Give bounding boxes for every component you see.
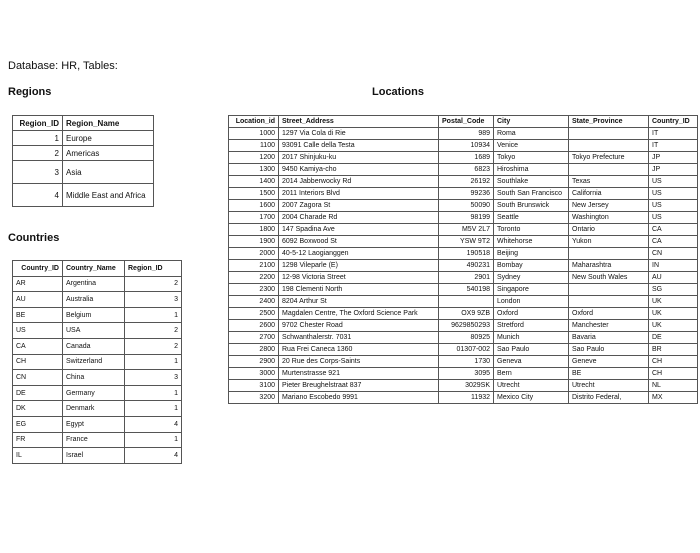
table-cell: 3095 <box>439 368 494 380</box>
table-row <box>229 368 698 380</box>
table-cell: Venice <box>494 140 569 152</box>
column-header: State_Province <box>569 116 649 128</box>
table-cell: Whitehorse <box>494 236 569 248</box>
table-cell: 3029SK <box>439 380 494 392</box>
table-cell: Beijing <box>494 248 569 260</box>
table-cell: Israel <box>63 448 125 464</box>
table-cell: 2 <box>125 338 182 354</box>
table-row <box>229 236 698 248</box>
table-cell: 198 Clementi North <box>279 284 439 296</box>
column-header: Region_ID <box>13 116 63 131</box>
table-cell: 2900 <box>229 356 279 368</box>
table-cell: 3000 <box>229 368 279 380</box>
table-cell: 190518 <box>439 248 494 260</box>
table-cell: Egypt <box>63 416 125 432</box>
table-cell: 9629850293 <box>439 320 494 332</box>
table-cell: BR <box>649 344 698 356</box>
table-row <box>13 416 182 432</box>
table-cell: 8204 Arthur St <box>279 296 439 308</box>
table-cell: Tokyo <box>494 152 569 164</box>
table-row <box>13 307 182 323</box>
table-cell: Singapore <box>494 284 569 296</box>
table-row <box>13 354 182 370</box>
table-cell: IL <box>13 448 63 464</box>
table-cell: 147 Spadina Ave <box>279 224 439 236</box>
table-cell: 2 <box>13 146 63 161</box>
table-cell: AU <box>649 272 698 284</box>
table-cell: 50090 <box>439 200 494 212</box>
table-cell <box>569 296 649 308</box>
table-cell: Bombay <box>494 260 569 272</box>
table-cell: Maharashtra <box>569 260 649 272</box>
table-cell: 1200 <box>229 152 279 164</box>
table-row <box>229 164 698 176</box>
table-row <box>229 224 698 236</box>
table-cell: UK <box>649 296 698 308</box>
column-header: Region_Name <box>63 116 154 131</box>
table-row <box>229 380 698 392</box>
table-row <box>229 128 698 140</box>
table-cell: 1730 <box>439 356 494 368</box>
table-cell: 40-5-12 Laogianggen <box>279 248 439 260</box>
table-cell: 1900 <box>229 236 279 248</box>
table-row <box>229 272 698 284</box>
table-cell: Oxford <box>569 308 649 320</box>
table-cell: Germany <box>63 385 125 401</box>
table-cell: 20 Rue des Corps-Saints <box>279 356 439 368</box>
column-header: Country_ID <box>649 116 698 128</box>
table-row <box>13 385 182 401</box>
table-cell: Bavaria <box>569 332 649 344</box>
countries-table <box>12 260 182 464</box>
table-cell: 989 <box>439 128 494 140</box>
table-cell: Mexico City <box>494 392 569 404</box>
table-cell: 2011 Interiors Blvd <box>279 188 439 200</box>
table-cell: 2901 <box>439 272 494 284</box>
table-cell: 93091 Calle della Testa <box>279 140 439 152</box>
table-header-row <box>13 116 154 131</box>
table-cell: 2017 Shinjuku-ku <box>279 152 439 164</box>
table-row <box>13 276 182 292</box>
table-cell: BE <box>13 307 63 323</box>
table-cell: DE <box>649 332 698 344</box>
table-cell: Tokyo Prefecture <box>569 152 649 164</box>
table-cell: US <box>649 200 698 212</box>
table-cell: FR <box>13 432 63 448</box>
column-header: Location_id <box>229 116 279 128</box>
table-cell: US <box>649 188 698 200</box>
table-cell: DK <box>13 401 63 417</box>
table-cell: New Jersey <box>569 200 649 212</box>
table-cell: Manchester <box>569 320 649 332</box>
table-cell: Asia <box>63 161 154 184</box>
table-cell: Munich <box>494 332 569 344</box>
table-cell: 1 <box>125 385 182 401</box>
table-cell: 2300 <box>229 284 279 296</box>
table-cell: BE <box>569 368 649 380</box>
table-cell: CN <box>13 370 63 386</box>
table-cell: Geneva <box>494 356 569 368</box>
table-cell: Murtenstrasse 921 <box>279 368 439 380</box>
table-cell: Schwanthalerstr. 7031 <box>279 332 439 344</box>
table-cell: OX9 9ZB <box>439 308 494 320</box>
table-cell: 99236 <box>439 188 494 200</box>
table-cell: JP <box>649 164 698 176</box>
table-cell: 1000 <box>229 128 279 140</box>
table-cell: 9450 Kamiya-cho <box>279 164 439 176</box>
table-row <box>13 161 154 184</box>
column-header: Region_ID <box>125 261 182 277</box>
column-header: Country_Name <box>63 261 125 277</box>
table-cell: Pieter Breughelstraat 837 <box>279 380 439 392</box>
table-cell: 98199 <box>439 212 494 224</box>
table-row <box>229 152 698 164</box>
table-cell: USA <box>63 323 125 339</box>
table-cell: Argentina <box>63 276 125 292</box>
table-cell: UK <box>649 320 698 332</box>
countries-title: Countries <box>8 232 60 244</box>
table-cell: 4 <box>13 184 63 207</box>
table-cell <box>439 296 494 308</box>
table-cell: 2400 <box>229 296 279 308</box>
table-cell: Texas <box>569 176 649 188</box>
table-cell: MX <box>649 392 698 404</box>
table-cell: Oxford <box>494 308 569 320</box>
table-cell: 2100 <box>229 260 279 272</box>
table-row <box>13 323 182 339</box>
table-cell: CA <box>13 338 63 354</box>
table-cell: 4 <box>125 448 182 464</box>
table-cell: 3 <box>125 370 182 386</box>
table-cell: Distrito Federal, <box>569 392 649 404</box>
table-cell: AU <box>13 292 63 308</box>
table-cell: 1 <box>125 307 182 323</box>
table-cell: CA <box>649 224 698 236</box>
table-cell: 10934 <box>439 140 494 152</box>
table-cell: Roma <box>494 128 569 140</box>
table-cell: Sao Paulo <box>494 344 569 356</box>
table-row <box>13 432 182 448</box>
table-cell: US <box>649 176 698 188</box>
table-cell: Sydney <box>494 272 569 284</box>
table-cell: 3 <box>13 161 63 184</box>
table-cell: 6092 Boxwood St <box>279 236 439 248</box>
table-cell: California <box>569 188 649 200</box>
table-cell: EG <box>13 416 63 432</box>
table-cell: Denmark <box>63 401 125 417</box>
table-cell: Middle East and Africa <box>63 184 154 207</box>
table-cell: 2 <box>125 276 182 292</box>
table-cell: Stretford <box>494 320 569 332</box>
table-cell: CH <box>13 354 63 370</box>
table-cell: Sao Paulo <box>569 344 649 356</box>
table-cell: 1689 <box>439 152 494 164</box>
table-cell: Ontario <box>569 224 649 236</box>
table-row <box>13 448 182 464</box>
table-cell <box>569 248 649 260</box>
table-cell: 1700 <box>229 212 279 224</box>
table-cell: Europe <box>63 131 154 146</box>
table-cell: Switzerland <box>63 354 125 370</box>
table-cell: 1298 Vileparle (E) <box>279 260 439 272</box>
table-cell: 9702 Chester Road <box>279 320 439 332</box>
table-cell: Hiroshima <box>494 164 569 176</box>
table-row <box>229 296 698 308</box>
table-cell: 4 <box>125 416 182 432</box>
table-cell: Toronto <box>494 224 569 236</box>
table-row <box>13 338 182 354</box>
table-cell: 1 <box>125 354 182 370</box>
table-cell: 1297 Via Cola di Rie <box>279 128 439 140</box>
table-cell: 6823 <box>439 164 494 176</box>
table-cell: 2200 <box>229 272 279 284</box>
table-cell: 540198 <box>439 284 494 296</box>
table-cell: 11932 <box>439 392 494 404</box>
table-cell: 1800 <box>229 224 279 236</box>
table-cell: 12-98 Victoria Street <box>279 272 439 284</box>
table-cell: 2500 <box>229 308 279 320</box>
table-cell: AR <box>13 276 63 292</box>
table-cell: Rua Frei Caneca 1360 <box>279 344 439 356</box>
table-cell <box>569 164 649 176</box>
table-row <box>229 392 698 404</box>
table-cell: 2007 Zagora St <box>279 200 439 212</box>
table-row <box>229 284 698 296</box>
table-row <box>13 292 182 308</box>
table-cell: Yukon <box>569 236 649 248</box>
table-cell: London <box>494 296 569 308</box>
table-cell: 2 <box>125 323 182 339</box>
table-cell: 1 <box>125 401 182 417</box>
table-cell: UK <box>649 308 698 320</box>
table-row <box>13 131 154 146</box>
table-cell: US <box>649 212 698 224</box>
table-header-row <box>13 261 182 277</box>
regions-table <box>12 115 154 207</box>
table-row <box>13 146 154 161</box>
table-cell: 1100 <box>229 140 279 152</box>
table-cell: JP <box>649 152 698 164</box>
table-cell: 2600 <box>229 320 279 332</box>
table-cell: Washington <box>569 212 649 224</box>
table-cell: South Brunswick <box>494 200 569 212</box>
locations-title: Locations <box>372 86 424 98</box>
table-cell: 3100 <box>229 380 279 392</box>
table-row <box>229 200 698 212</box>
table-row <box>13 401 182 417</box>
table-row <box>229 344 698 356</box>
table-cell: 1300 <box>229 164 279 176</box>
table-cell: Canada <box>63 338 125 354</box>
table-header-row <box>229 116 698 128</box>
table-cell: 2014 Jabberwocky Rd <box>279 176 439 188</box>
table-cell: 1 <box>13 131 63 146</box>
table-cell: 2004 Charade Rd <box>279 212 439 224</box>
table-row <box>229 260 698 272</box>
table-cell: Southlake <box>494 176 569 188</box>
table-cell: Magdalen Centre, The Oxford Science Park <box>279 308 439 320</box>
table-cell: US <box>13 323 63 339</box>
table-cell: Australia <box>63 292 125 308</box>
table-cell: NL <box>649 380 698 392</box>
table-cell: Seattle <box>494 212 569 224</box>
table-cell <box>569 284 649 296</box>
table-row <box>229 308 698 320</box>
table-cell: IT <box>649 128 698 140</box>
table-cell: France <box>63 432 125 448</box>
table-cell: DE <box>13 385 63 401</box>
column-header: City <box>494 116 569 128</box>
table-cell: 1400 <box>229 176 279 188</box>
table-row <box>229 188 698 200</box>
table-cell: 490231 <box>439 260 494 272</box>
table-cell: New South Wales <box>569 272 649 284</box>
locations-table <box>228 115 698 404</box>
regions-title: Regions <box>8 86 52 98</box>
table-cell: 2700 <box>229 332 279 344</box>
table-cell: 2800 <box>229 344 279 356</box>
table-cell: 80925 <box>439 332 494 344</box>
table-row <box>13 370 182 386</box>
table-row <box>229 332 698 344</box>
table-row <box>229 248 698 260</box>
table-cell <box>569 140 649 152</box>
table-cell: 01307-002 <box>439 344 494 356</box>
table-cell: Mariano Escobedo 9991 <box>279 392 439 404</box>
table-cell: CH <box>649 356 698 368</box>
table-cell: Geneve <box>569 356 649 368</box>
table-cell: M5V 2L7 <box>439 224 494 236</box>
column-header: Postal_Code <box>439 116 494 128</box>
table-cell: Americas <box>63 146 154 161</box>
table-cell: IT <box>649 140 698 152</box>
table-cell: 1500 <box>229 188 279 200</box>
table-cell: SG <box>649 284 698 296</box>
table-row <box>229 320 698 332</box>
table-row <box>229 140 698 152</box>
table-cell: South San Francisco <box>494 188 569 200</box>
table-cell: China <box>63 370 125 386</box>
table-cell: CH <box>649 368 698 380</box>
table-cell <box>569 128 649 140</box>
table-cell: 1 <box>125 432 182 448</box>
column-header: Country_ID <box>13 261 63 277</box>
table-cell: YSW 9T2 <box>439 236 494 248</box>
table-cell: 3 <box>125 292 182 308</box>
table-cell: IN <box>649 260 698 272</box>
table-cell: Belgium <box>63 307 125 323</box>
table-cell: Bern <box>494 368 569 380</box>
table-cell: CN <box>649 248 698 260</box>
table-cell: Utrecht <box>494 380 569 392</box>
table-row <box>229 356 698 368</box>
table-row <box>229 176 698 188</box>
table-cell: 1600 <box>229 200 279 212</box>
page-heading: Database: HR, Tables: <box>8 60 118 72</box>
table-cell: Utrecht <box>569 380 649 392</box>
column-header: Street_Address <box>279 116 439 128</box>
table-cell: CA <box>649 236 698 248</box>
table-cell: 2000 <box>229 248 279 260</box>
table-row <box>229 212 698 224</box>
table-cell: 3200 <box>229 392 279 404</box>
table-row <box>13 184 154 207</box>
table-cell: 26192 <box>439 176 494 188</box>
